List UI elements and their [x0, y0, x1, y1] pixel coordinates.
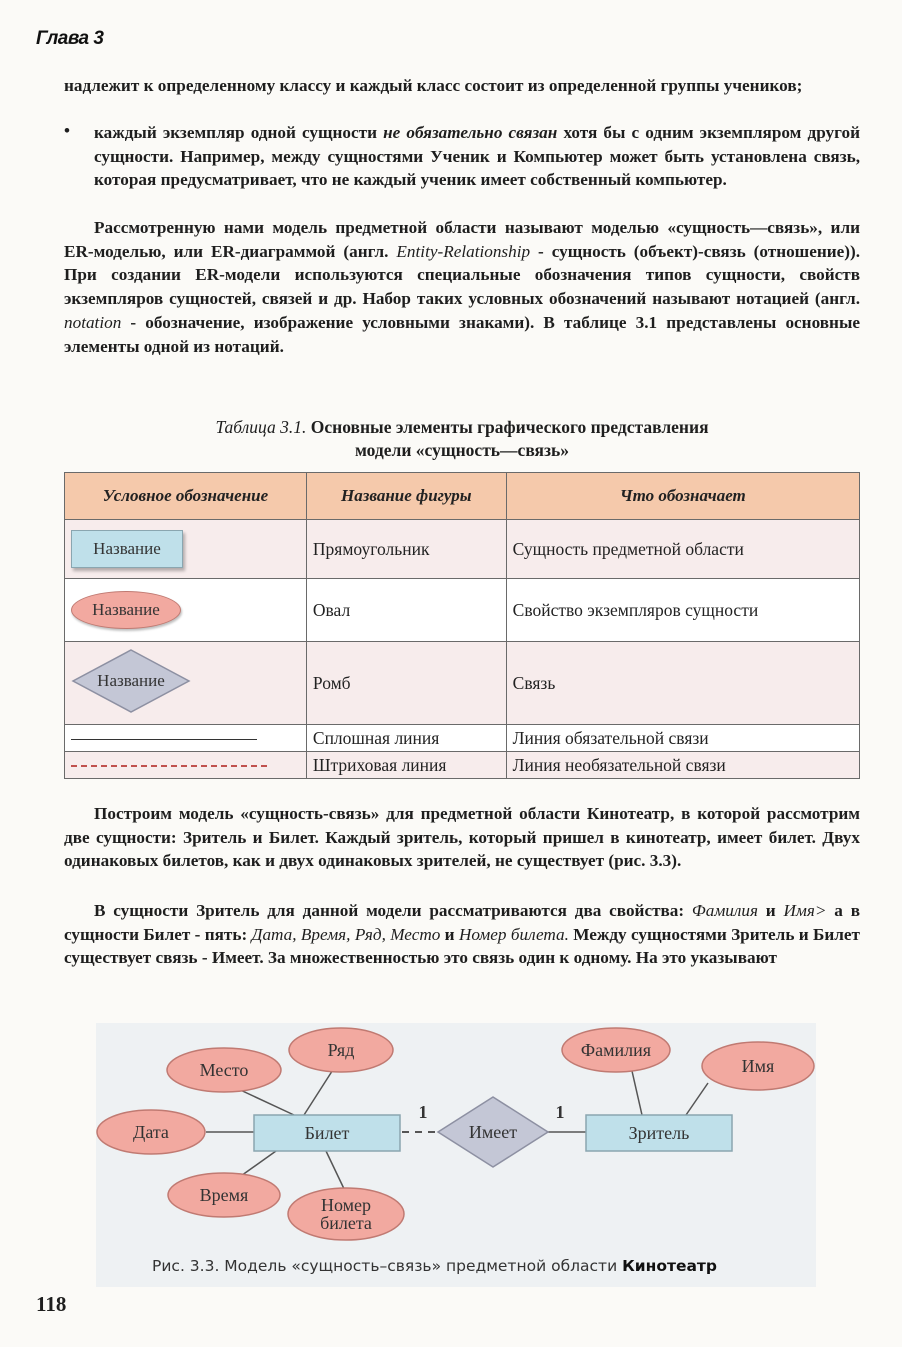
- table-header: Название фигуры: [306, 473, 506, 520]
- table-row: [65, 642, 860, 725]
- table-cell: Связь: [506, 642, 859, 725]
- bullet-item: [64, 121, 860, 192]
- paragraph-continuation: надлежит к определенному классу и каждый класс состоит из определенной группы учеников;: [64, 76, 803, 95]
- entity-ticket-label: Билет: [304, 1123, 350, 1143]
- attribute-date-label: Дата: [133, 1122, 169, 1142]
- table-cell: Ромб: [306, 642, 506, 725]
- table-cell: Овал: [306, 579, 506, 642]
- table-row: [65, 520, 860, 579]
- er-diagram-figure: [96, 1023, 816, 1287]
- table-header: Что обозначает: [506, 473, 859, 520]
- attribute-ticket-number-label-1: Номер: [320, 1195, 372, 1215]
- bullet-dot-icon: •: [64, 121, 70, 140]
- attribute-row-label: Ряд: [327, 1040, 355, 1060]
- solid-line-symbol: [71, 739, 257, 740]
- paragraph-cinema: Построим модель «сущность-связь» для предметной области Кинотеатр, в которой рассмотрим две сущности: Зритель и Билет. Каждый зритель, который пришел в кинотеатр, имеет билет. Двух одинаковых билетов, как и двух одинаковых зрителей, не существует (рис. 3.3).: [64, 804, 860, 871]
- table-cell: Штриховая линия: [306, 752, 506, 779]
- entity-viewer-label: Зритель: [628, 1123, 690, 1143]
- attribute-name-label: Имя: [741, 1056, 775, 1076]
- table-cell: Линия обязательной связи: [506, 725, 859, 752]
- bullet-text: каждый экземпляр одной сущности не обязательно связан хотя бы с одним экземпляром другой сущности. Например, между сущностями Ученик и Компьютер может быть установлена связь, которая предусматривает, что не каждый ученик имеет собственный компьютер.: [94, 123, 860, 190]
- notation-table: [64, 472, 860, 779]
- cardinality-right: 1: [555, 1102, 565, 1122]
- oval-symbol: Название: [71, 591, 181, 629]
- attribute-place-label: Место: [199, 1060, 249, 1080]
- attribute-ticket-number-label-2: билета: [320, 1213, 372, 1233]
- attribute-surname-label: Фамилия: [580, 1040, 652, 1060]
- page-number: 118: [36, 1292, 67, 1316]
- relation-has-label: Имеет: [468, 1122, 518, 1142]
- table-row: [65, 579, 860, 642]
- table-cell: Сплошная линия: [306, 725, 506, 752]
- table-row: [65, 752, 860, 779]
- paragraph-properties: В сущности Зритель для данной модели рассматриваются два свойства: Фамилия и Имя> а в сущности Билет - пять: Дата, Время, Ряд, Место и Номер билета. Между сущностями Зритель и Билет существует связь - Имеет. За множественностью это связь один к одному. На это указывают: [64, 901, 860, 968]
- dashed-line-symbol: [71, 765, 267, 767]
- paragraph-er-model: Рассмотренную нами модель предметной области называют моделью «сущность—связь», или ER-моделью, или ER-диаграммой (англ. Entity-Relationship - сущность (объект)-связь (отношение)). При создании ER-модели используются специальные обозначения типов сущности, свойств экземпляров сущностей, связей и др. Набор таких условных обозначений называют нотацией (англ. notation - обозначение, изображение условными знаками). В таблице 3.1 представлены основные элементы одной из нотаций.: [64, 218, 861, 356]
- figure-caption: Рис. 3.3. Модель «сущность–связь» предметной области Кинотеатр: [152, 1257, 718, 1275]
- table-header: Условное обозначение: [65, 473, 307, 520]
- table-header-row: [65, 473, 860, 520]
- cardinality-left: 1: [418, 1102, 428, 1122]
- diamond-symbol: [71, 648, 191, 714]
- rectangle-symbol: Название: [71, 530, 183, 568]
- er-diagram: [96, 1023, 816, 1287]
- chapter-header: Глава 3: [36, 28, 104, 49]
- attribute-time-label: Время: [199, 1185, 249, 1205]
- table-cell: Сущность предметной области: [506, 520, 859, 579]
- table-cell: Прямоугольник: [306, 520, 506, 579]
- table-row: [65, 725, 860, 752]
- table-caption: Таблица 3.1. Основные элементы графического представления модели «сущность—связь»: [215, 417, 709, 460]
- table-cell: Свойство экземпляров сущности: [506, 579, 859, 642]
- diamond-symbol-label: Название: [97, 670, 165, 690]
- table-cell: Линия необязательной связи: [506, 752, 859, 779]
